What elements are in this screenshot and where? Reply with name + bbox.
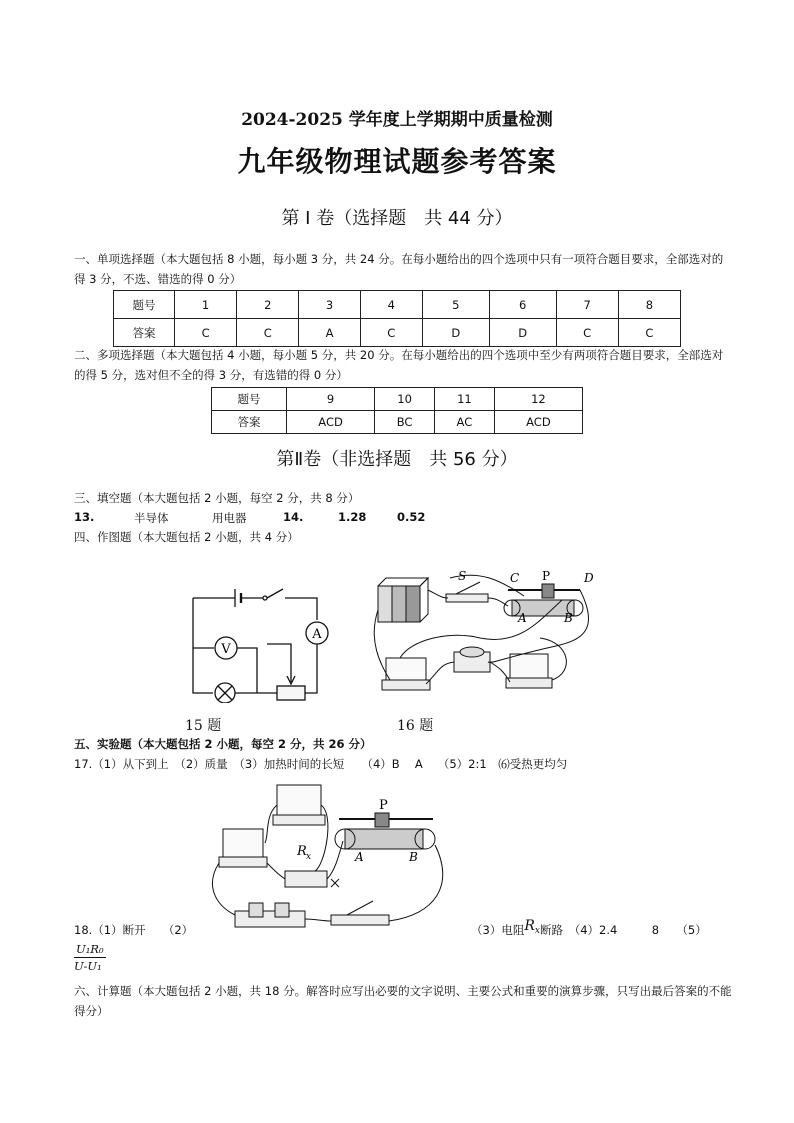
- ammeter-symbol: A: [312, 627, 322, 642]
- row-label-answer: 答案: [212, 411, 287, 434]
- section6-instructions: 六、计算题（本大题包括 2 小题，共 18 分。解答时应写出必要的文字说明、主要公式和重要的演算步骤，只写出最后答案的不能得分）: [74, 984, 732, 1018]
- row-label-number: 题号: [212, 388, 287, 411]
- q14-answer-2: 0.52: [397, 510, 426, 524]
- cell-number: 3: [299, 291, 360, 319]
- q13-answer-1: 半导体: [134, 511, 169, 525]
- cell-answer: D: [422, 319, 489, 347]
- fig-label-P: P: [379, 798, 388, 813]
- cell-number: 8: [618, 291, 680, 319]
- cell-answer: AC: [435, 411, 495, 434]
- cell-answer: C: [360, 319, 422, 347]
- cell-number: 2: [237, 291, 299, 319]
- section3-heading: 三、填空题（本大题包括 2 小题，每空 2 分，共 8 分）: [74, 491, 360, 505]
- figure-16-physical-circuit: [370, 560, 600, 710]
- q13-answer-2: 用电器: [212, 511, 247, 525]
- voltmeter-symbol: V: [221, 642, 231, 657]
- cell-number: 4: [360, 291, 422, 319]
- section2-instructions: 二、多项选择题（本大题包括 4 小题，每小题 5 分，共 20 分。在每小题给出的四个选项中至少有两项符合题目要求，全部选对的得 5 分，选对但不全的得 3 分，有选错的得 0 分）: [74, 348, 724, 382]
- q17-answers: 17.（1）从下到上 （2）质量 （3）加热时间的长短 （4）B A （5）2:1 ⑹受热更均匀: [74, 757, 568, 771]
- fig-label-R: R: [297, 844, 307, 859]
- table-row: [212, 411, 583, 434]
- section4-heading: 四、作图题（本大题包括 2 小题，共 4 分）: [74, 530, 299, 544]
- cell-number: 11: [435, 388, 495, 411]
- fig-label-A: A: [355, 850, 364, 864]
- cell-answer: C: [556, 319, 618, 347]
- battery-holder-icon: [235, 903, 305, 927]
- q18-rx-sub: x: [534, 926, 540, 936]
- rheostat-icon: [335, 813, 435, 849]
- switch-icon: [446, 582, 488, 602]
- label-A: A: [518, 611, 527, 625]
- q14-answer-1: 1.28: [338, 510, 367, 524]
- q18-part3-4: 断路 （4）2.4 8 （5）: [539, 923, 707, 937]
- cell-number: 7: [556, 291, 618, 319]
- row-label-answer: 答案: [114, 319, 175, 347]
- cell-answer: D: [489, 319, 556, 347]
- label-D: D: [584, 571, 594, 585]
- ammeter-device-icon: [219, 829, 267, 867]
- cell-number: 10: [375, 388, 435, 411]
- formula-numerator: U₁R₀: [76, 942, 104, 956]
- cell-answer: C: [175, 319, 237, 347]
- voltmeter-device-icon: [273, 785, 325, 825]
- page-title: 九年级物理试题参考答案: [237, 145, 557, 178]
- cell-answer: ACD: [494, 411, 582, 434]
- cell-answer: C: [618, 319, 680, 347]
- row-label-number: 题号: [114, 291, 175, 319]
- label-C: C: [510, 571, 520, 585]
- cell-number: 6: [489, 291, 556, 319]
- voltmeter-device-icon: [382, 658, 430, 690]
- part1-title: 第 I 卷（选择题 共 44 分）: [281, 208, 513, 229]
- lamp-holder-icon: [454, 647, 490, 672]
- label-B: B: [564, 611, 573, 625]
- section5-heading: 五、实验题（本大题包括 2 小题，每空 2 分，共 26 分）: [74, 737, 372, 751]
- cell-answer: C: [237, 319, 299, 347]
- exam-subtitle: 2024-2025 学年度上学期期中质量检测: [241, 110, 553, 130]
- section1-instructions: 一、单项选择题（本大题包括 8 小题，每小题 3 分，共 24 分。在每小题给出的四个选项中只有一项符合题目要求，全部选对的得 3 分，不选、错选的得 0 分）: [74, 252, 724, 286]
- section2-answer-table: [211, 387, 583, 434]
- battery-pack-icon: [378, 578, 428, 622]
- cell-number: 5: [422, 291, 489, 319]
- cell-answer: ACD: [287, 411, 375, 434]
- q18-formula: [74, 942, 106, 973]
- table-row: [212, 388, 583, 411]
- figure-15-caption: 15 题: [185, 718, 222, 734]
- q14-label: 14.: [283, 510, 304, 524]
- table-row: [114, 319, 681, 347]
- formula-denominator: U-U₁: [74, 959, 102, 973]
- label-P: P: [542, 569, 551, 583]
- fig-label-B: B: [409, 850, 418, 864]
- cell-number: 12: [494, 388, 582, 411]
- fig-label-R-sub: x: [306, 852, 312, 862]
- cell-answer: A: [299, 319, 360, 347]
- figure-15-circuit-diagram: [185, 578, 335, 703]
- resistor-icon: [285, 871, 327, 887]
- q18-answer-right: [471, 918, 707, 938]
- cell-number: 1: [175, 291, 237, 319]
- switch-icon: [331, 901, 389, 925]
- q18-part3: （3）电阻: [471, 923, 525, 937]
- figure-16-caption: 16 题: [397, 718, 434, 734]
- label-S: S: [458, 569, 467, 583]
- part2-title: 第Ⅱ卷（非选择题 共 56 分）: [276, 449, 518, 470]
- section1-answer-table: [113, 290, 681, 347]
- cell-number: 9: [287, 388, 375, 411]
- table-row: [114, 291, 681, 319]
- ammeter-device-icon: [506, 654, 552, 688]
- q13-label: 13.: [74, 510, 95, 524]
- q18-answer-left: 18.（1）断开 （2）: [74, 923, 194, 937]
- cell-answer: BC: [375, 411, 435, 434]
- q18-circuit-figure: [205, 775, 465, 935]
- q18-rx: R: [524, 918, 535, 934]
